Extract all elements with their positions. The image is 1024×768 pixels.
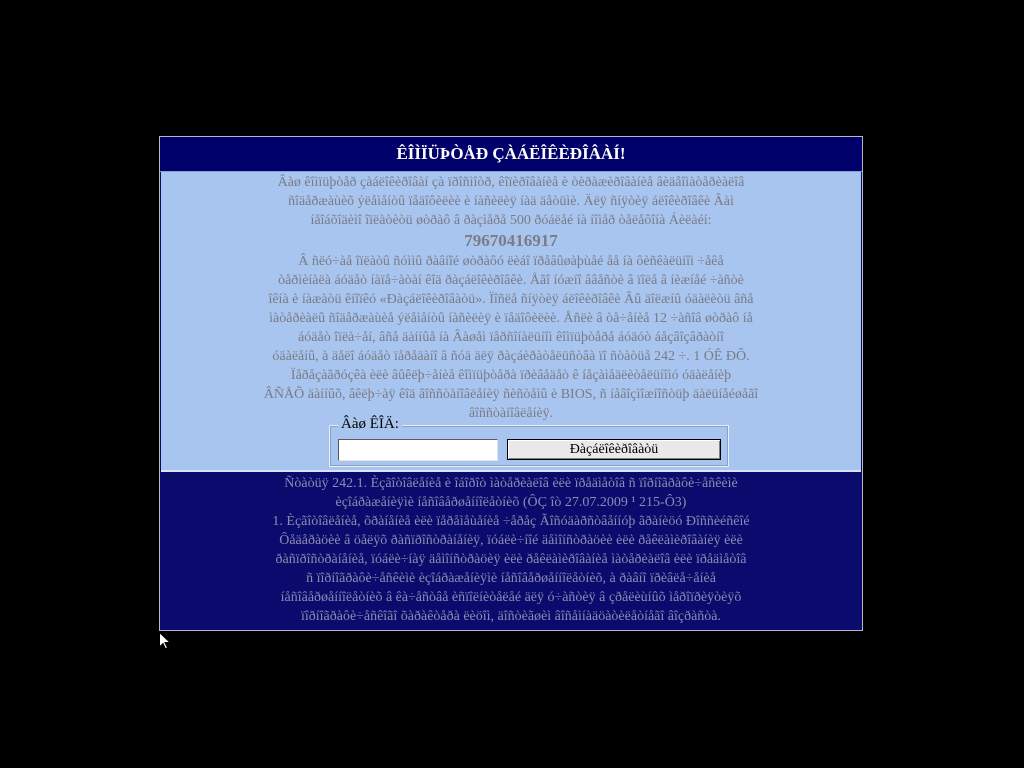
article-line: ïîðíîãðàôè÷åñêîãî õàðàêòåðà ëèöîì, äîñòèãøèì âîñåìíàäöàòèëåòíåãî âîçðàñòà.: [300, 609, 722, 624]
phone-number: 79670416917: [464, 231, 558, 250]
message-line: òåðìèíàëà áóäåò íàïå÷àòàí êîä ðàçáëîêèðîâêè. Åãî íóæíî ââåñòè â ïîëå â íèæíåé ÷àñòè: [278, 273, 744, 288]
ransom-lock-window: [159, 136, 863, 631]
article-line: íåñîâåðøåííîëåòíèõ â êà÷åñòâå èñïîëíèòåëåé äëÿ ó÷àñòèÿ â çðåëèùíûõ ìåðîïðèÿòèÿõ: [280, 590, 742, 605]
message-line: ÂÑÅÕ äàííûõ, âêëþ÷àÿ êîä âîññòàíîâëåíèÿ ñèñòåìû è BIOS, ñ íåâîçìîæíîñòüþ äàëüíåéøåãî: [263, 387, 759, 402]
message-line: ìàòåðèàëû ñîäåðæàùèå ýëåìåíòû íàñèëèÿ è ïåäîôèëèè. Åñëè â òå÷åíèå 12 ÷àñîâ øòðàô íå: [269, 311, 753, 326]
message-line: Ïåðåçàãðóçêà èëè âûêëþ÷åíèå êîìïüþòåðà ïðèâåäåò ê íåçàìåäëèòåëüíîìó óäàëåíèþ: [290, 368, 732, 383]
article-line: ñ ïîðíîãðàôè÷åñêèìè èçîáðàæåíèÿìè íåñîâåðøåííîëåòíèõ, à ðàâíî ïðèâëå÷åíèå: [306, 571, 716, 586]
unlock-button[interactable]: Ðàçáëîêèðîâàòü: [507, 439, 721, 460]
code-entry-group: [329, 416, 729, 467]
article-line: Ôåäåðàöèè â öåëÿõ ðàñïðîñòðàíåíèÿ, ïóáëè÷íîé äåìîíñòðàöèè èëè ðåêëàìèðîâàíèÿ èëè: [279, 533, 743, 548]
article-line: 1. Èçãîòîâëåíèå, õðàíåíèå èëè ïåðåìåùåíèå ÷åðåç Ãîñóäàðñòâåííóþ ãðàíèöó Ðîññèéñêîé: [272, 514, 750, 529]
message-line: íåîáõîäèìî îïëàòèòü øòðàô â ðàçìåðå 500 ðóáëåé íà íîìåð òåëåôîíà Áèëàéí:: [310, 213, 712, 228]
law-article-text: [161, 474, 861, 626]
message-line: îêíà è íàæàòü êíîïêó «Ðàçáëîêèðîâàòü». Ïîñëå ñíÿòèÿ áëîêèðîâêè Âû äîëæíû óäàëèòü âñå: [268, 292, 754, 307]
message-line: âîññòàíîâëåíèÿ.: [468, 406, 554, 421]
window-title: ÊÎÌÏÜÞÒÅÐ ÇÀÁËÎÊÈÐÎÂÀÍ!: [160, 137, 862, 172]
message-text: [161, 172, 861, 423]
code-input[interactable]: [338, 439, 498, 461]
code-legend: Âàø ÊÎÄ:: [338, 416, 402, 433]
message-line: Â ñëó÷àå îïëàòû ñóììû ðàâíîé øòðàôó ëèáî ïðåâûøàþùåé åå íà ôèñêàëüíîì ÷åêå: [298, 254, 724, 269]
article-line: èçîáðàæåíèÿìè íåñîâåðøåííîëåòíèõ (ÔÇ îò 27.07.2009 ¹ 215-Ô3): [335, 495, 687, 510]
message-panel: [161, 172, 861, 472]
article-line: ðàñïðîñòðàíåíèå, ïóáëè÷íàÿ äåìîíñòðàöèÿ èëè ðåêëàìèðîâàíèå ìàòåðèàëîâ èëè ïðåäìåòîâ: [275, 552, 747, 567]
message-line: Âàø êîìïüþòåð çàáëîêèðîâàí çà ïðîñìîòð, êîïèðîâàíèå è òèðàæèðîâàíèå âèäåîìàòåðèàëîâ: [277, 175, 745, 190]
article-line: Ñòàòüÿ 242.1. Èçãîòîâëåíèå è îáîðîò ìàòåðèàëîâ èëè ïðåäìåòîâ ñ ïîðíîãðàôè÷åñêèìè: [284, 476, 738, 491]
message-line: áóäåò îïëà÷åí, âñå äàííûå íà Âàøåì ïåðñîíàëüíîì êîìïüþòåðå áóäóò áåçâîçâðàòíî: [298, 330, 724, 345]
message-line: ñîäåðæàùèõ ýëåìåíòû ïåäîôèëèè è íàñèëèÿ íàä äåòüìè. Äëÿ ñíÿòèÿ áëîêèðîâêè Âàì: [288, 194, 734, 209]
mouse-cursor-icon: [159, 632, 171, 650]
message-line: óäàëåíû, à äåëî áóäåò ïåðåäàíî â ñóä äëÿ ðàçáèðàòåëüñòâà ïî ñòàòüå 242 ÷. 1 ÓÊ ÐÔ.: [272, 349, 750, 364]
